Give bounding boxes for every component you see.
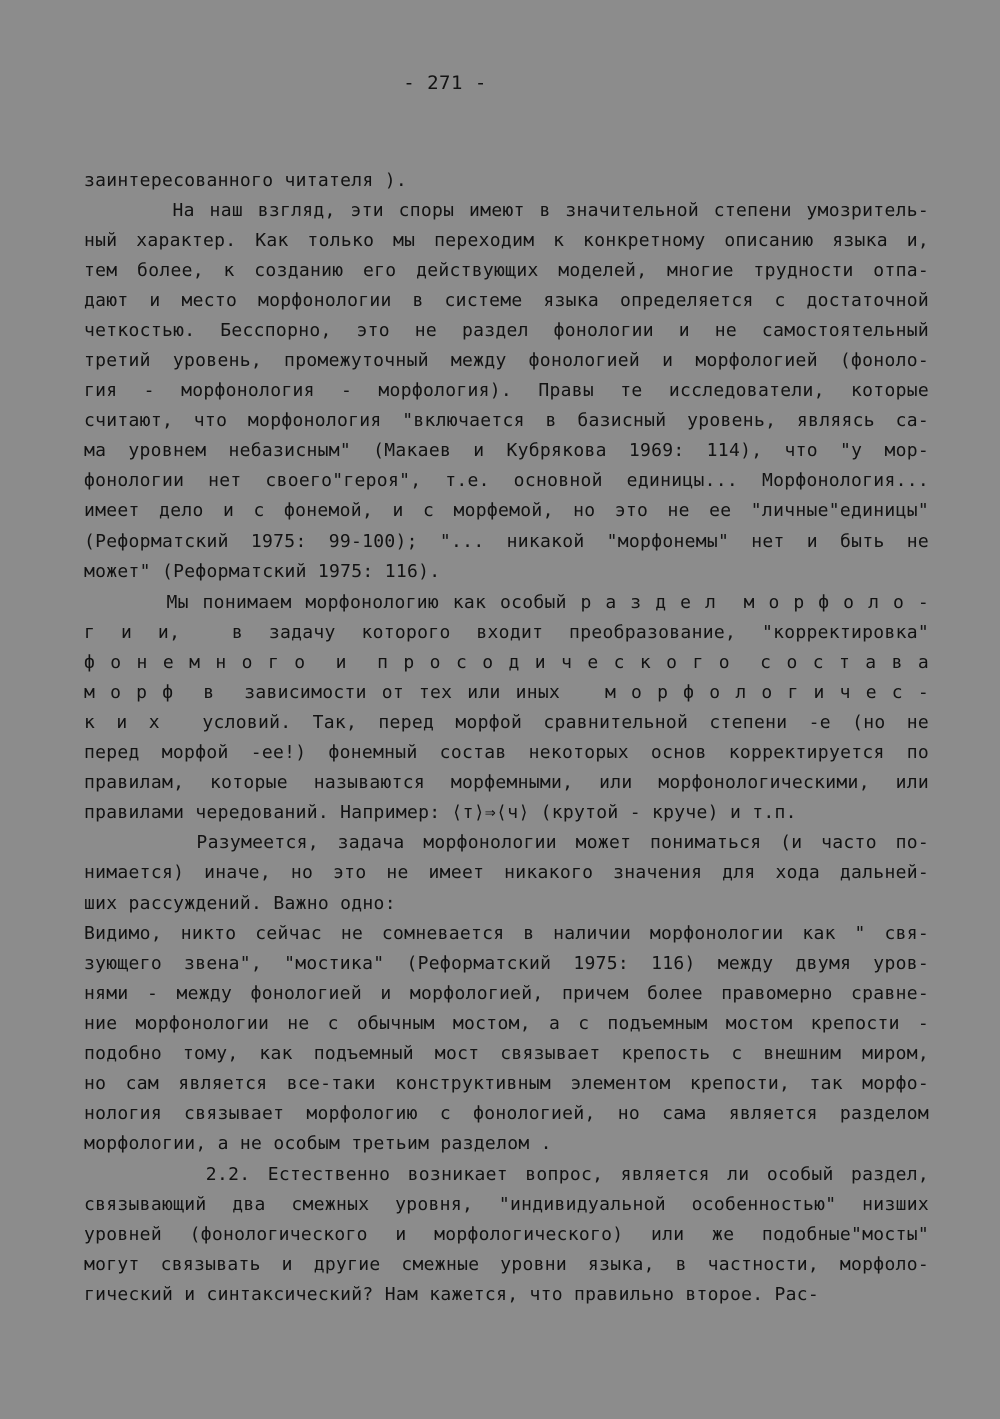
- text-line: ф о н е м н о г о и п р о с о д и ч е с к о г о с о с т а в а: [84, 652, 929, 673]
- text-line: ших рассуждений. Важно одно:: [84, 893, 396, 914]
- text-line: нимается) иначе, но это не имеет никакого значения для хода дальней-: [84, 862, 929, 883]
- text-line: имеет дело и с фонемой, и с морфемой, но это не ее "личные"единицы": [84, 500, 929, 521]
- text-line: тем более, к созданию его действующих моделей, многие трудности отпа-: [84, 260, 929, 281]
- text-line: четкостью. Бесспорно, это не раздел фонологии и не самостоятельный: [84, 320, 929, 341]
- text-line: правилам, которые называются морфемными, или морфонологическими, или: [84, 772, 929, 793]
- text-line: Видимо, никто сейчас не сомневается в наличии морфонологии как " свя-: [84, 923, 929, 944]
- text-line: фонологии нет своего"героя", т.е. основной единицы... Морфонология...: [84, 470, 929, 491]
- text-line: зующего звена", "мостика" (Реформатский 1975: 116) между двумя уров-: [84, 953, 929, 974]
- text-line: м о р ф в зависимости от тех или иных м о р ф о л о г и ч е с -: [84, 682, 929, 703]
- text-line: может" (Реформатский 1975: 116).: [84, 561, 441, 582]
- text-line: но сам является все-таки конструктивным элементом крепости, так морфо-: [84, 1073, 929, 1094]
- text-line: нями - между фонологией и морфологией, причем более правомерно сравне-: [84, 983, 929, 1004]
- text-line: могут связывать и другие смежные уровни языка, в частности, морфоло-: [84, 1254, 929, 1275]
- text-line: третий уровень, промежуточный между фонологией и морфологией (фоноло-: [84, 350, 929, 371]
- text-line: гия - морфонология - морфология). Правы те исследователи, которые: [84, 380, 929, 401]
- text-line: 2.2. Естественно возникает вопрос, является ли особый раздел,: [84, 1164, 929, 1185]
- text-line: ма уровнем небазисным" (Макаев и Кубрякова 1969: 114), что "у мор-: [84, 440, 929, 461]
- text-line: Мы понимаем морфонологию как особый р а з д е л м о р ф о л о -: [84, 592, 929, 613]
- text-line: к и х условий. Так, перед морфой сравнительной степени -е (но не: [84, 712, 929, 733]
- text-line: морфологии, а не особым третьим разделом .: [84, 1133, 552, 1154]
- text-line: заинтересованного читателя ).: [84, 170, 407, 191]
- text-line: (Реформатский 1975: 99-100); "... никакой "морфонемы" нет и быть не: [84, 531, 929, 552]
- text-line: перед морфой -ее!) фонемный состав некоторых основ корректируется по: [84, 742, 929, 763]
- text-line: гический и синтаксический? Нам кажется, что правильно второе. Рас-: [84, 1284, 820, 1305]
- text-line: дают и место морфонологии в системе языка определяется с достаточной: [84, 290, 929, 311]
- text-line: подобно тому, как подъемный мост связывает крепость с внешним миром,: [84, 1043, 929, 1064]
- text-line: ние морфонологии не с обычным мостом, а с подъемным мостом крепости -: [84, 1013, 929, 1034]
- page-number: - 271 -: [403, 72, 487, 94]
- text-line: нология связывает морфологию с фонологией, но сама является разделом: [84, 1103, 929, 1124]
- text-line: правилами чередований. Например: ⟨т⟩⇒⟨ч⟩ (крутой - круче) и т.п.: [84, 802, 797, 823]
- text-line: уровней (фонологического и морфологического) или же подобные"мосты": [84, 1224, 929, 1245]
- text-line: На наш взгляд, эти споры имеют в значительной степени умозритель-: [84, 200, 929, 221]
- text-line: считают, что морфонология "включается в базисный уровень, являясь са-: [84, 410, 929, 431]
- text-line: ный характер. Как только мы переходим к конкретному описанию языка и,: [84, 230, 929, 251]
- text-line: связывающий два смежных уровня, "индивидуальной особенностью" низших: [84, 1194, 929, 1215]
- text-line: г и и, в задачу которого входит преобразование, "корректировка": [84, 622, 929, 643]
- text-line: Разумеется, задача морфонологии может пониматься (и часто по-: [84, 832, 929, 853]
